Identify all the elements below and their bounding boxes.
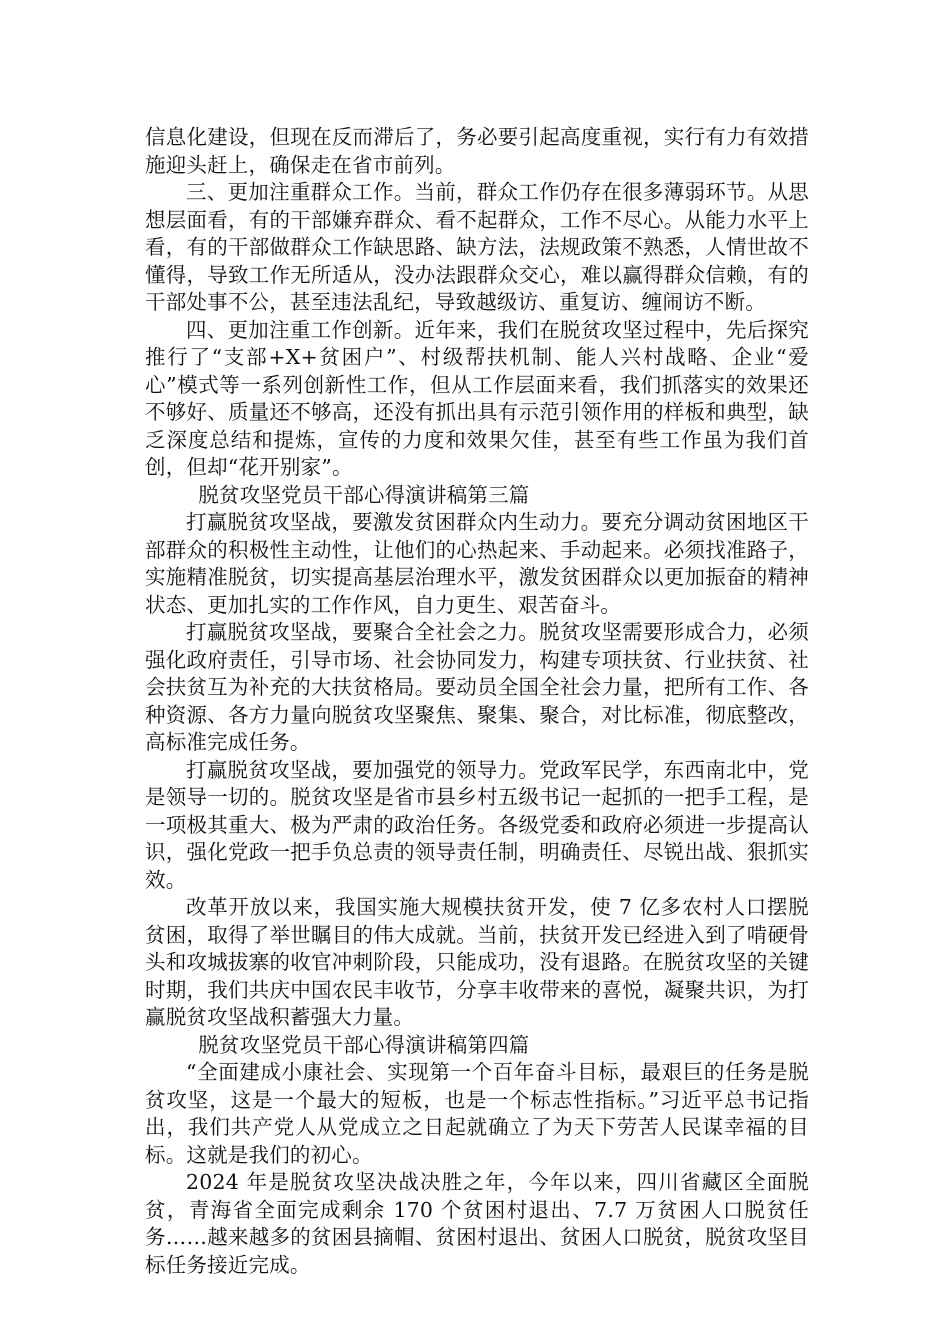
paragraph-internal-motivation: 打赢脱贫攻坚战，要激发贫困群众内生动力。要充分调动贫困地区干部群众的积极性主动性，让他们的心热起来、手动起来。必须找准路子，实施精准脱贫，切实提高基层治理水平，激发贫困群众以更加振奋的精神状态、更加扎实的工作作风，自力更生、艰苦奋斗。 xyxy=(145,510,809,617)
paragraph-2024-progress: 2024 年是脱贫攻坚决战决胜之年，今年以来，四川省藏区全面脱贫，青海省全面完成剩余 170 个贫困村退出、7.7 万贫困人口脱贫任务……越来越多的贫困县摘帽、贫困村退出、贫困人口脱贫，脱贫攻坚目标任务接近完成。 xyxy=(145,1170,809,1277)
paragraph-party-leadership: 打赢脱贫攻坚战，要加强党的领导力。党政军民学，东西南北中，党是领导一切的。脱贫攻坚是省市县乡村五级书记一起抓的一把手工程，是一项极其重大、极为严肃的政治任务。各级党委和政府必须进一步提高认识，强化党政一把手负总责的领导责任制，明确责任、尽锐出战、狠抓实效。 xyxy=(145,757,809,892)
section-heading-fourth: 脱贫攻坚党员干部心得演讲稿第四篇 xyxy=(198,1032,530,1057)
document-page xyxy=(145,124,809,1279)
paragraph-social-force: 打赢脱贫攻坚战，要聚合全社会之力。脱贫攻坚需要形成合力，必须强化政府责任，引导市场、社会协同发力，构建专项扶贫、行业扶贫、社会扶贫互为补充的大扶贫格局。要动员全国全社会力量，把所有工作、各种资源、各方力量向脱贫攻坚聚焦、聚集、聚合，对比标准，彻底整改，高标准完成任务。 xyxy=(145,620,809,754)
paragraph-innovation: 四、更加注重工作创新。近年来，我们在脱贫攻坚过程中，先后探究推行了“支部+X+贫困户”、村级帮扶机制、能人兴村战略、企业“爱心”模式等一系列创新性工作，但从工作层面来看，我们抓落实的效果还不够好、质量还不够高，还没有抓出具有示范引领作用的样板和典型，缺乏深度总结和提炼，宣传的力度和效果欠佳，甚至有些工作虽为我们首创，但却“花开别家”。 xyxy=(145,317,809,479)
paragraph-continuation: 信息化建设，但现在反而滞后了，务必要引起高度重视，实行有力有效措施迎头赶上，确保走在省市前列。 xyxy=(145,125,809,177)
paragraph-xiaokang-quote: “全面建成小康社会、实现第一个百年奋斗目标，最艰巨的任务是脱贫攻坚，这是一个最大的短板，也是一个标志性指标。”习近平总书记指出，我们共产党人从党成立之日起就确立了为天下劳苦人民谋幸福的目标。这就是我们的初心。 xyxy=(145,1060,809,1167)
paragraph-reform-opening: 改革开放以来，我国实施大规模扶贫开发，使 7 亿多农村人口摆脱贫困，取得了举世瞩目的伟大成就。当前，扶贫开发已经进入到了啃硬骨头和攻城拔寨的收官冲刺阶段，只能成功，没有退路。在脱贫攻坚的关键时期，我们共庆中国农民丰收节，分享丰收带来的喜悦，凝聚共识，为打赢脱贫攻坚战积蓄强大力量。 xyxy=(145,895,809,1029)
section-heading-third: 脱贫攻坚党员干部心得演讲稿第三篇 xyxy=(198,482,530,507)
paragraph-mass-work: 三、更加注重群众工作。当前，群众工作仍存在很多薄弱环节。从思想层面看，有的干部嫌弃群众、看不起群众，工作不尽心。从能力水平上看，有的干部做群众工作缺思路、缺方法，法规政策不熟悉，人情世故不懂得，导致工作无所适从，没办法跟群众交心，难以赢得群众信赖，有的干部处事不公，甚至违法乱纪，导致越级访、重复访、缠闹访不断。 xyxy=(145,180,809,314)
